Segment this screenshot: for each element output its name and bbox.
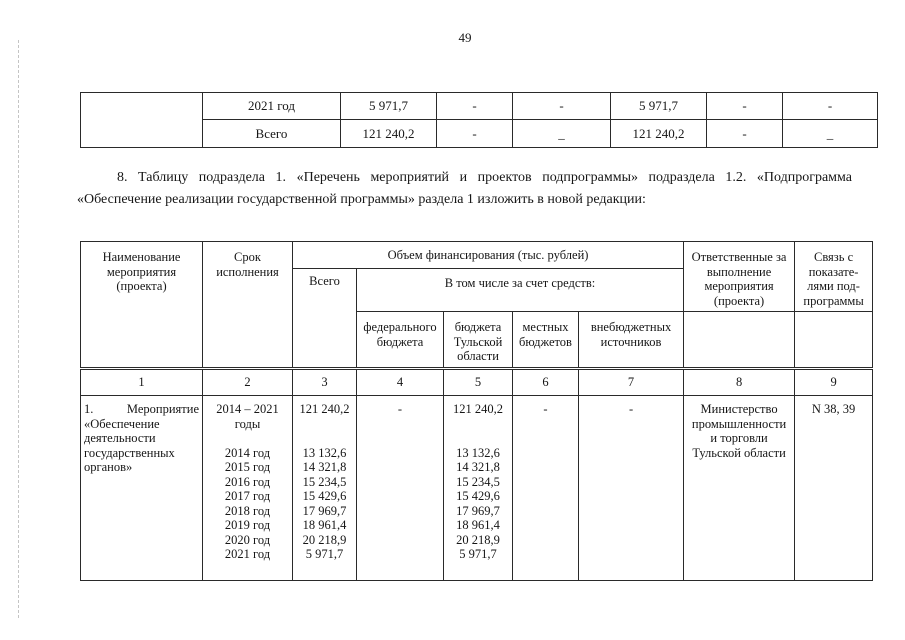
year-label: 2018 год — [224, 503, 271, 518]
header-line: показате- — [808, 264, 859, 279]
year-label: 2016 год — [224, 474, 271, 489]
col-header-responsible — [684, 242, 795, 312]
empty-merged-cell — [81, 93, 203, 148]
total-by-year-list — [296, 446, 353, 562]
column-number: 1 — [81, 369, 203, 396]
col-header-local — [513, 312, 579, 369]
header-line: выполнение — [706, 264, 772, 279]
empty-header-cell — [795, 312, 873, 369]
year-value: 5 971,7 — [305, 547, 344, 561]
year-value: 17 969,7 — [302, 503, 347, 518]
header-line: Срок — [234, 250, 261, 264]
other-cell: _ — [783, 120, 878, 148]
responsible-cell — [684, 396, 795, 581]
header-line: лями под- — [807, 279, 860, 293]
responsible-line: и торговли — [710, 431, 768, 445]
col-header-name — [81, 242, 203, 369]
header-line: бюджета — [376, 334, 424, 349]
column-number: 8 — [684, 369, 795, 396]
local-cell: - — [513, 396, 579, 581]
regional-total-value: 121 240,2 — [453, 402, 503, 416]
column-number: 2 — [203, 369, 293, 396]
header-line: (проекта) — [713, 293, 765, 308]
total-cell: 5 971,7 — [341, 93, 437, 120]
header-line: федерального — [363, 320, 437, 334]
scan-margin-line — [18, 40, 19, 618]
header-line: бюджетов — [519, 334, 572, 349]
year-value: 5 971,7 — [459, 547, 497, 561]
total-value: 121 240,2 — [299, 402, 350, 416]
total-cell — [293, 396, 357, 581]
measure-name-line: государственных — [84, 445, 175, 460]
responsible-line: Министерство — [700, 402, 778, 416]
regional-by-year-list — [447, 446, 509, 562]
year-label: 2015 год — [224, 460, 271, 474]
empty-header-cell — [684, 312, 795, 369]
column-number: 9 — [795, 369, 873, 396]
link-cell: N 38, 39 — [795, 396, 873, 581]
regional-cell: 121 240,2 — [611, 120, 707, 148]
year-value: 13 132,6 — [302, 445, 347, 460]
local-cell: - — [513, 93, 611, 120]
col-header-federal — [357, 312, 444, 369]
column-number: 3 — [293, 369, 357, 396]
term-cell — [203, 396, 293, 581]
continued-table — [80, 92, 878, 148]
header-line: программы — [803, 293, 864, 308]
years-list — [206, 446, 289, 562]
other-cell: - — [783, 93, 878, 120]
year-value: 15 234,5 — [456, 474, 500, 489]
header-line: исполнения — [216, 264, 279, 279]
year-value: 18 961,4 — [302, 518, 347, 532]
column-number: 6 — [513, 369, 579, 396]
header-line: Связь с — [813, 250, 854, 264]
year-label: 2019 год — [224, 518, 271, 532]
header-line: мероприятия — [106, 264, 177, 279]
extra-cell: - — [707, 93, 783, 120]
regional-cell: 5 971,7 — [611, 93, 707, 120]
header-line: местных — [522, 320, 569, 334]
responsible-line: Тульской области — [692, 445, 786, 460]
extra-cell: - — [707, 120, 783, 148]
year-value: 14 321,8 — [456, 460, 500, 474]
year-value: 15 429,6 — [456, 489, 500, 503]
header-line: (проекта) — [116, 279, 167, 293]
column-number: 5 — [444, 369, 513, 396]
local-cell: _ — [513, 120, 611, 148]
federal-cell: - — [437, 120, 513, 148]
header-line: области — [457, 349, 499, 363]
measure-name-line: деятельности — [84, 431, 156, 445]
year-label: 2021 год — [224, 547, 271, 561]
measure-name-line: органов» — [84, 460, 133, 474]
measure-name-cell — [81, 396, 203, 581]
year-label: 2020 год — [224, 532, 271, 547]
header-line: Ответственные за — [691, 250, 787, 264]
column-number: 4 — [357, 369, 444, 396]
measures-table — [80, 241, 873, 581]
header-line: Наименование — [102, 250, 181, 264]
paragraph-line-1: 8. Таблицу подраздела 1. «Перечень мероприятий и проектов подпрограммы» подраздела 1.2. «Подпрограмма — [117, 170, 852, 185]
table-row — [81, 93, 878, 120]
year-value: 20 218,9 — [456, 532, 500, 547]
term-line: годы — [234, 416, 261, 431]
extra-cell: - — [579, 396, 684, 581]
year-value: 15 234,5 — [302, 474, 347, 489]
col-header-regional — [444, 312, 513, 369]
page-number: 49 — [458, 30, 472, 45]
column-number: 7 — [579, 369, 684, 396]
col-header-funding: Объем финансирования (тыс. рублей) — [293, 242, 684, 269]
period-cell: 2021 год — [203, 93, 341, 120]
federal-cell: - — [437, 93, 513, 120]
header-line: Тульской — [453, 334, 503, 349]
column-number-row — [81, 369, 873, 396]
col-header-including: В том числе за счет средств: — [357, 269, 684, 312]
col-header-extra — [579, 312, 684, 369]
year-label: 2014 год — [224, 445, 271, 460]
year-value: 15 429,6 — [302, 489, 347, 503]
header-line: бюджета — [454, 320, 502, 334]
period-cell: Всего — [203, 120, 341, 148]
federal-cell: - — [357, 396, 444, 581]
col-header-total: Всего — [293, 269, 357, 369]
regional-cell — [444, 396, 513, 581]
header-line: мероприятия — [704, 279, 774, 293]
paragraph-line-2: «Обеспечение реализации государственной программы» раздела 1 изложить в новой редакции: — [77, 192, 646, 207]
year-label: 2017 год — [224, 489, 271, 503]
year-value: 20 218,9 — [302, 532, 347, 547]
header-line: источников — [600, 334, 662, 349]
total-cell: 121 240,2 — [341, 120, 437, 148]
table-row — [81, 396, 873, 581]
term-line: 2014 – 2021 — [216, 402, 279, 416]
year-value: 18 961,4 — [456, 518, 500, 532]
year-value: 17 969,7 — [456, 503, 500, 518]
col-header-link — [795, 242, 873, 312]
header-line: внебюджетных — [590, 320, 672, 334]
col-header-term — [203, 242, 293, 369]
year-value: 13 132,6 — [456, 445, 500, 460]
measure-name-line: 1. Мероприятие — [84, 402, 199, 416]
header-row — [81, 242, 873, 269]
measure-name-line: «Обеспечение — [84, 416, 160, 431]
responsible-line: промышленности — [691, 416, 787, 431]
year-value: 14 321,8 — [302, 460, 347, 474]
